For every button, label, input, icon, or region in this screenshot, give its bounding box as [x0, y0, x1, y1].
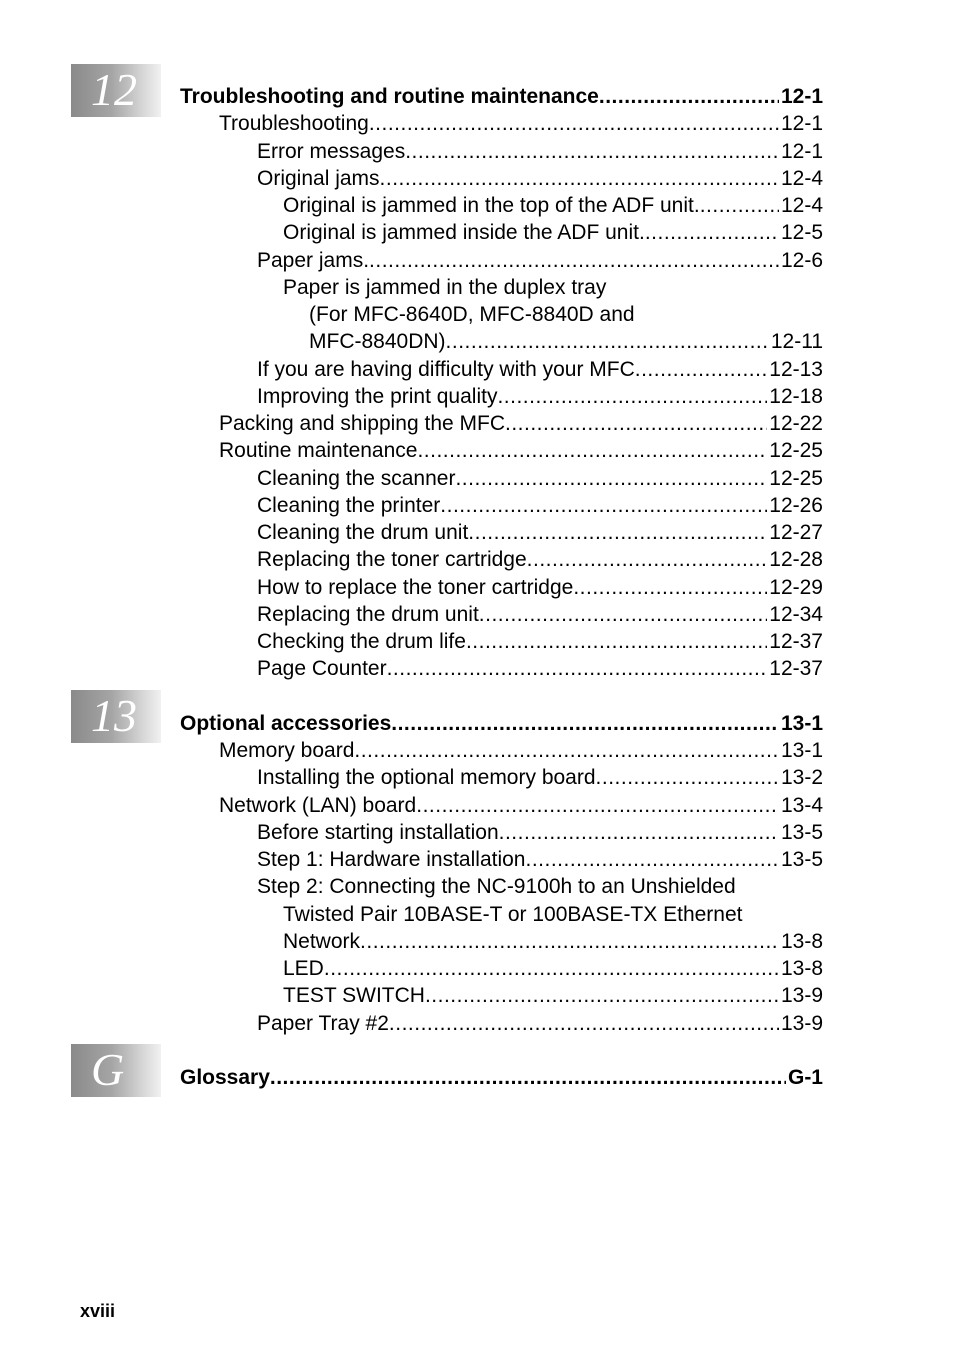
toc-label: Troubleshooting and routine maintenance [180, 85, 599, 108]
toc-label: Cleaning the drum unit [257, 521, 469, 544]
toc-page: 12-22 [769, 412, 823, 435]
toc-label: LED [283, 957, 324, 980]
leader-dots [527, 546, 768, 573]
toc-label: Checking the drum life [257, 630, 466, 653]
toc-entry[interactable] [257, 819, 823, 846]
leader-dots [354, 737, 779, 764]
toc-label: Routine maintenance [219, 439, 418, 462]
leader-dots [468, 519, 767, 546]
leader-dots [417, 437, 767, 464]
toc-entry[interactable] [257, 628, 823, 655]
toc-page: 12-1 [780, 140, 823, 163]
toc-label[interactable]: Step 2: Connecting the NC-9100h to an Unshielded [257, 875, 736, 898]
toc-page: G-1 [787, 1066, 823, 1089]
toc-page: 12-26 [769, 494, 823, 517]
toc-label: Paper Tray #2 [257, 1012, 389, 1035]
toc-label: Network (LAN) board [219, 794, 417, 817]
leader-dots [645, 219, 779, 246]
leader-dots [369, 247, 779, 274]
toc-page: 12-5 [780, 221, 823, 244]
toc-label[interactable]: (For MFC-8640D, MFC-8840D and [309, 303, 635, 326]
toc-entry[interactable] [219, 737, 823, 764]
toc-entry[interactable] [257, 1010, 823, 1037]
leader-dots [573, 574, 767, 601]
toc-entry[interactable] [257, 465, 823, 492]
toc-page: 12-25 [769, 467, 823, 490]
toc-label: Original is jammed in the top of the ADF unit. [283, 194, 700, 217]
page-number: xviii [80, 1301, 116, 1321]
chapter-number: G [91, 1044, 125, 1095]
toc-entry[interactable] [257, 655, 823, 682]
toc-label: Packing and shipping the MFC [219, 412, 505, 435]
toc-page: 13-5 [780, 848, 823, 871]
leader-dots [440, 492, 767, 519]
toc-label: Replacing the toner cartridge [257, 548, 527, 571]
leader-dots [416, 792, 779, 819]
leader-dots [387, 655, 768, 682]
toc-page: 12-6 [780, 249, 823, 272]
toc-page: 13-1 [780, 739, 823, 762]
toc-page: 13-8 [780, 930, 823, 953]
toc-label: Improving the print quality [257, 385, 498, 408]
toc-page: 13-4 [780, 794, 823, 817]
toc-entry[interactable] [219, 437, 823, 464]
chapter-tab-12 [71, 64, 161, 117]
toc-page: 12-29 [769, 576, 823, 599]
toc-entry[interactable] [257, 138, 823, 165]
toc-entry[interactable] [309, 328, 823, 355]
toc-label: Network [283, 930, 361, 953]
leader-dots [380, 165, 779, 192]
toc-entry[interactable] [257, 165, 823, 192]
toc-label: Cleaning the printer [257, 494, 441, 517]
toc-entry[interactable] [257, 383, 823, 410]
toc-page: 12-18 [769, 385, 823, 408]
toc-label: Replacing the drum unit [257, 603, 479, 626]
leader-dots [499, 819, 779, 846]
toc-entry[interactable] [283, 955, 823, 982]
toc-label[interactable]: Paper is jammed in the duplex tray [283, 276, 607, 299]
toc-page: 12-34 [769, 603, 823, 626]
toc-label: If you are having difficulty with your MFC [257, 358, 635, 381]
toc-label: Step 1: Hardware installation [257, 848, 526, 871]
toc-label: Glossary [180, 1066, 270, 1089]
toc-page: 13-9 [780, 1012, 823, 1035]
leader-dots [324, 955, 779, 982]
leader-dots [505, 410, 767, 437]
toc-page: 13-2 [780, 766, 823, 789]
toc-page: 12-4 [780, 167, 823, 190]
leader-dots [466, 628, 767, 655]
toc-label: Paper jams. [257, 249, 370, 272]
leader-dots [599, 83, 779, 110]
toc-label: MFC-8840DN) [309, 330, 446, 353]
chapter-number: 13 [91, 690, 137, 741]
toc-entry[interactable] [257, 546, 823, 573]
toc-label[interactable]: Twisted Pair 10BASE-T or 100BASE-TX Ethernet [283, 903, 743, 926]
leader-dots [425, 982, 779, 1009]
toc-entry[interactable] [283, 928, 823, 955]
toc-label: Memory board [219, 739, 355, 762]
leader-dots [405, 138, 779, 165]
toc-page: 12-37 [769, 657, 823, 680]
leader-dots [389, 1010, 779, 1037]
leader-dots [596, 764, 779, 791]
leader-dots [391, 710, 779, 737]
toc-entry[interactable] [257, 356, 823, 383]
toc-page: 13-9 [780, 984, 823, 1007]
toc-entry[interactable] [257, 519, 823, 546]
toc-page: 12-4 [780, 194, 823, 217]
toc-entry[interactable] [283, 982, 823, 1009]
toc-page: 13-8 [780, 957, 823, 980]
leader-dots [270, 1064, 786, 1091]
toc-label: Original is jammed inside the ADF unit. [283, 221, 645, 244]
toc-page: 13-5 [780, 821, 823, 844]
toc-label: TEST SWITCH [283, 984, 425, 1007]
toc-page: 12-25 [769, 439, 823, 462]
toc-entry[interactable] [257, 846, 823, 873]
toc-entry[interactable] [257, 492, 823, 519]
toc-page: 12-1 [780, 112, 823, 135]
toc-label: Installing the optional memory board [257, 766, 596, 789]
toc-entry[interactable] [283, 219, 823, 246]
toc-label: Original jams [257, 167, 380, 190]
toc-entry[interactable] [219, 410, 823, 437]
leader-dots [360, 928, 779, 955]
toc-entry[interactable] [180, 710, 823, 737]
toc-entry[interactable] [257, 764, 823, 791]
leader-dots [635, 356, 768, 383]
leader-dots [446, 328, 769, 355]
toc-label: How to replace the toner cartridge [257, 576, 574, 599]
toc-page: 12-1 [780, 85, 823, 108]
toc-page: 12-37 [769, 630, 823, 653]
toc-entry[interactable] [180, 83, 823, 110]
chapter-number: 12 [91, 64, 137, 115]
chapter-tab-glossary [71, 1044, 161, 1097]
toc-entry[interactable] [180, 1064, 823, 1091]
toc-entry[interactable] [283, 192, 823, 219]
toc-label: Before starting installation [257, 821, 499, 844]
toc-label: Error messages [257, 140, 406, 163]
leader-dots [525, 846, 778, 873]
toc-entry[interactable] [219, 792, 823, 819]
leader-dots [455, 465, 767, 492]
toc-entry[interactable] [257, 574, 823, 601]
toc-label: Cleaning the scanner [257, 467, 456, 490]
toc-page: 12-11 [770, 330, 823, 353]
toc-page: 12-27 [769, 521, 823, 544]
toc-page: 12-28 [769, 548, 823, 571]
toc-label: Page Counter [257, 657, 387, 680]
leader-dots [700, 192, 779, 219]
leader-dots [497, 383, 767, 410]
toc-label: Optional accessories [180, 712, 392, 735]
chapter-tab-13 [71, 690, 161, 743]
toc-page: 13-1 [780, 712, 823, 735]
leader-dots [369, 110, 779, 137]
toc-entry[interactable] [257, 601, 823, 628]
leader-dots [479, 601, 767, 628]
toc-entry[interactable] [257, 247, 823, 274]
toc-entry[interactable] [219, 110, 823, 137]
toc-label: Troubleshooting [219, 112, 369, 135]
toc-page: 12-13 [769, 358, 823, 381]
